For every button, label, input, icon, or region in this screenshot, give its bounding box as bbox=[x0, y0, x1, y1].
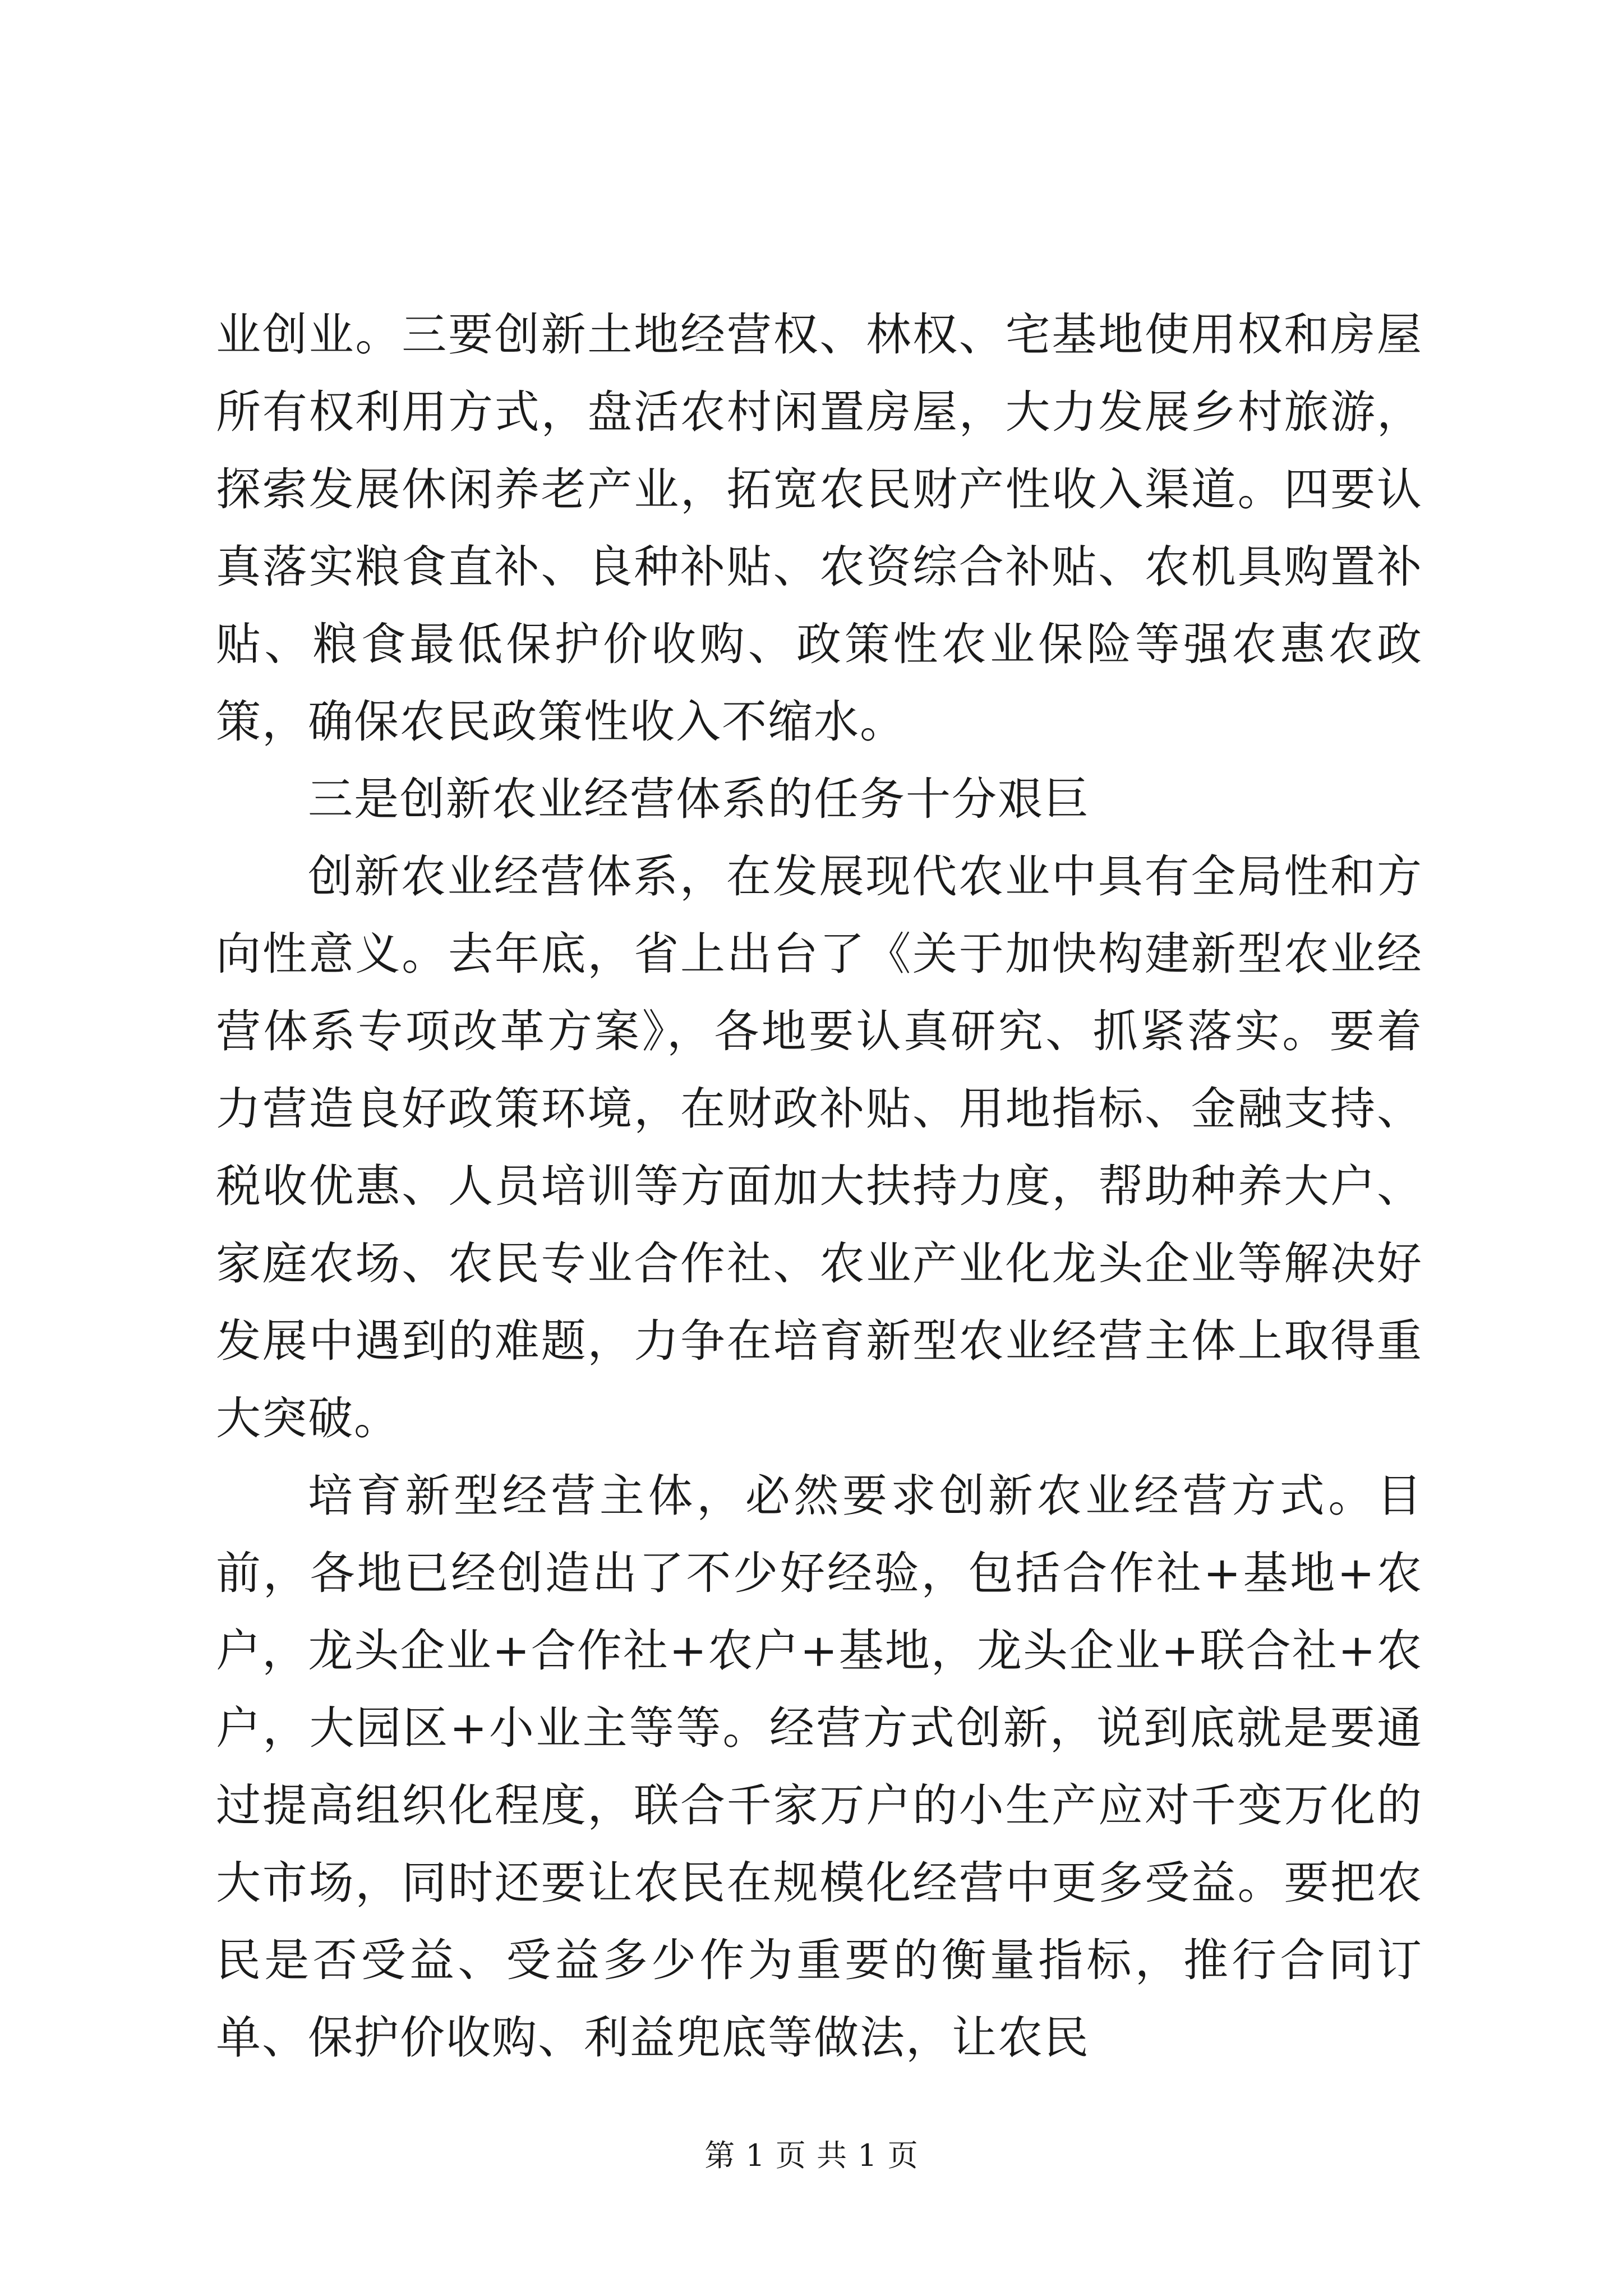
paragraph: 创新农业经营体系，在发展现代农业中具有全局性和方向性意义。去年底，省上出台了《关于加快构建新型农业经营体系专项改革方案》，各地要认真研究、抓紧落实。要着力营造良好政策环境，在财政补贴、用地指标、金融支持、税收优惠、人员培训等方面加大扶持力度，帮助种养大户、家庭农场、农民专业合作社、农业产业化龙头企业等解决好发展中遇到的难题，力争在培育新型农业经营主体上取得重大突破。 bbox=[216, 850, 1423, 1444]
paragraph-continuation: 业创业。三要创新土地经营权、林权、宅基地使用权和房屋所有权利用方式，盘活农村闲置房屋，大力发展乡村旅游，探索发展休闲养老产业，拓宽农民财产性收入渠道。四要认真落实粮食直补、良种补贴、农资综合补贴、农机具购置补贴、粮食最低保护价收购、政策性农业保险等强农惠农政策，确保农民政策性收入不缩水。 bbox=[216, 309, 1423, 748]
paragraph: 培育新型经营主体，必然要求创新农业经营方式。目前，各地已经创造出了不少好经验，包括合作社+基地+农户，龙头企业+合作社+农户+基地，龙头企业+联合社+农户，大园区+小业主等等。经营方式创新，说到底就是要通过提高组织化程度，联合千家万户的小生产应对千变万化的大市场，同时还要让农民在规模化经营中更多受益。要把农民是否受益、受益多少作为重要的衡量指标，推行合同订单、保护价收购、利益兜底等做法，让农民 bbox=[216, 1470, 1423, 2064]
page-footer: 第 1 页 共 1 页 bbox=[704, 2138, 919, 2173]
document-body bbox=[216, 296, 1423, 2077]
section-heading: 三是创新农业经营体系的任务十分艰巨 bbox=[308, 773, 1090, 825]
